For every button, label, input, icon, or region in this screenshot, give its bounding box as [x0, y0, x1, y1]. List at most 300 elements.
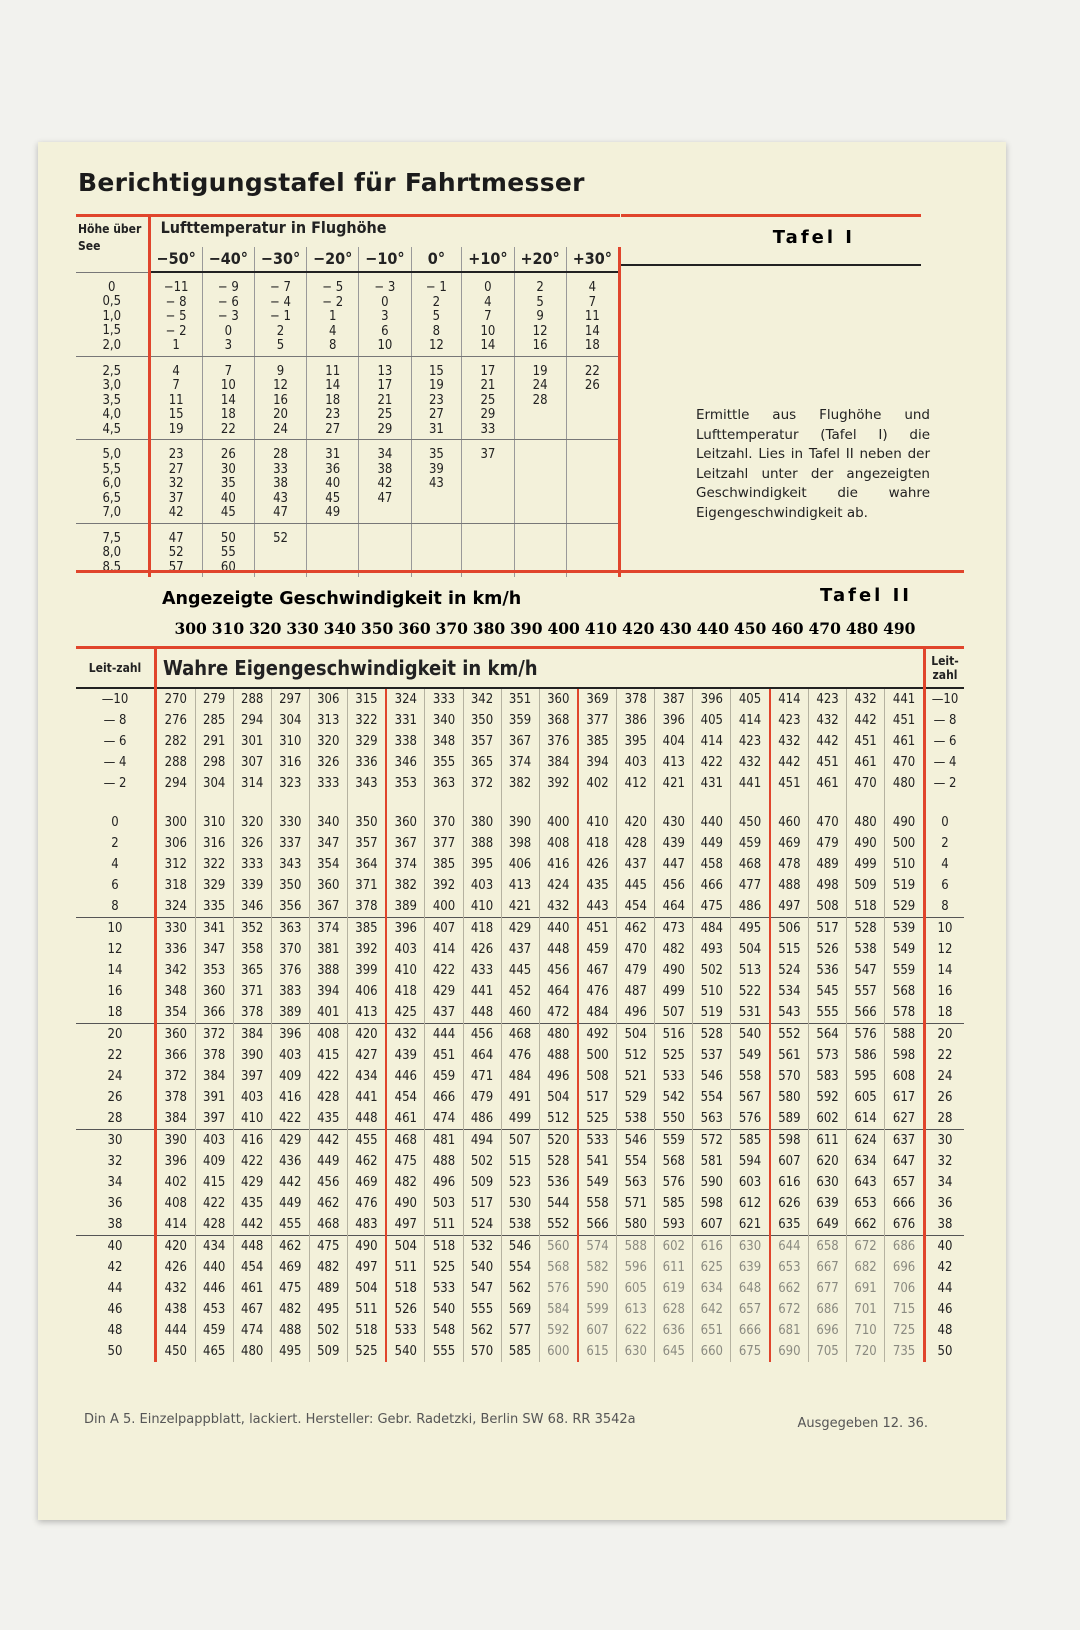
leitzahl-values: − 3 0 3 6 10 — [359, 272, 411, 356]
true-speed: 616 — [770, 1172, 809, 1193]
true-speed: 313 — [309, 710, 347, 731]
true-speed: 364 — [347, 854, 386, 875]
leitzahl: 20 — [76, 1024, 156, 1046]
table-row — [76, 1172, 964, 1193]
true-speed: 482 — [655, 939, 693, 960]
true-speed: 418 — [578, 833, 617, 854]
true-speed: 432 — [770, 731, 809, 752]
indicated-speed: 340 — [323, 619, 357, 638]
true-speed: 322 — [347, 710, 386, 731]
true-speed: 315 — [347, 688, 386, 710]
leitzahl: 32 — [76, 1151, 156, 1172]
leitzahl: 4 — [925, 854, 965, 875]
true-speed: 572 — [693, 1130, 731, 1152]
true-speed: 515 — [770, 939, 809, 960]
true-speed: 547 — [463, 1278, 501, 1299]
true-speed: 331 — [386, 710, 425, 731]
true-speed: 523 — [501, 1172, 539, 1193]
true-speed: 357 — [463, 731, 501, 752]
true-speed: 298 — [195, 752, 233, 773]
true-speed: 336 — [347, 752, 386, 773]
true-speed: 573 — [809, 1045, 847, 1066]
temperature-label: −20° — [307, 247, 359, 272]
true-speed: 465 — [195, 1341, 233, 1362]
true-speed: 530 — [501, 1193, 539, 1214]
leitzahl: 48 — [925, 1320, 965, 1341]
height-values: 5,0 5,5 6,0 6,5 7,0 — [76, 440, 149, 524]
true-speed: 499 — [501, 1108, 539, 1130]
true-speed: 441 — [892, 692, 916, 707]
true-speed: 584 — [539, 1299, 578, 1320]
true-speed: 566 — [847, 1002, 885, 1024]
true-speed: 495 — [271, 1341, 309, 1362]
true-speed: 588 — [885, 1024, 925, 1046]
true-speed: 509 — [309, 1341, 347, 1362]
true-speed: 585 — [731, 1130, 770, 1152]
true-speed: 504 — [386, 1236, 425, 1258]
true-speed: 403 — [386, 939, 425, 960]
true-speed: 672 — [847, 1236, 885, 1258]
true-speed: 616 — [693, 1236, 731, 1258]
table-row — [76, 1236, 964, 1258]
true-speed: 294 — [156, 773, 196, 794]
true-speed: 483 — [347, 1214, 386, 1236]
true-speed: 390 — [156, 1130, 196, 1152]
true-speed: 378 — [617, 688, 655, 710]
true-speed: 352 — [233, 918, 271, 940]
true-speed: 336 — [156, 939, 196, 960]
true-speed: 500 — [578, 1045, 617, 1066]
true-speed: 432 — [156, 1278, 196, 1299]
true-speed: 415 — [195, 1172, 233, 1193]
true-speed: 496 — [425, 1172, 463, 1193]
true-speed: 446 — [195, 1278, 233, 1299]
true-speed: 410 — [233, 1108, 271, 1130]
true-speed: 371 — [347, 875, 386, 896]
true-speed: 410 — [463, 896, 501, 918]
true-speed: 403 — [271, 1045, 309, 1066]
true-speed: 622 — [617, 1320, 655, 1341]
true-speed: 347 — [309, 833, 347, 854]
true-speed: 449 — [693, 833, 731, 854]
true-speed: 437 — [425, 1002, 463, 1024]
true-speed: 725 — [892, 1323, 916, 1338]
true-speed: 602 — [809, 1108, 847, 1130]
leitzahl: 38 — [76, 1214, 156, 1236]
table-row — [76, 440, 620, 524]
true-speed: 422 — [271, 1108, 309, 1130]
true-speed: 304 — [195, 773, 233, 794]
true-speed: 529 — [892, 899, 916, 914]
true-speed: 645 — [655, 1341, 693, 1362]
true-speed: 510 — [892, 857, 916, 872]
true-speed: 348 — [425, 731, 463, 752]
true-speed: 432 — [847, 688, 885, 710]
true-speed: 360 — [386, 794, 425, 833]
table-row — [76, 773, 964, 794]
true-speed: 486 — [731, 896, 770, 918]
true-speed: 306 — [156, 833, 196, 854]
true-speed: 470 — [847, 773, 885, 794]
true-speed: 509 — [463, 1172, 501, 1193]
true-speed: 511 — [425, 1214, 463, 1236]
true-speed: 451 — [425, 1045, 463, 1066]
true-speed: 441 — [731, 773, 770, 794]
true-speed: 374 — [309, 918, 347, 940]
true-speed: 519 — [693, 1002, 731, 1024]
true-speed: 360 — [309, 875, 347, 896]
leitzahl: 2 — [76, 833, 156, 854]
true-speed: 426 — [578, 854, 617, 875]
true-speed: 432 — [539, 896, 578, 918]
leitzahl-values — [359, 523, 411, 577]
true-speed: 343 — [271, 854, 309, 875]
true-speed: 482 — [271, 1299, 309, 1320]
true-speed: 407 — [425, 918, 463, 940]
true-speed: 526 — [809, 939, 847, 960]
table-row — [76, 688, 964, 710]
true-speed: 511 — [347, 1299, 386, 1320]
true-speed: 576 — [731, 1108, 770, 1130]
true-speed: 451 — [809, 752, 847, 773]
true-speed: 449 — [309, 1151, 347, 1172]
true-speed: 612 — [731, 1193, 770, 1214]
true-speed: 441 — [347, 1087, 386, 1108]
true-speed: 568 — [539, 1257, 578, 1278]
true-speed: 384 — [195, 1066, 233, 1087]
true-speed: 546 — [693, 1066, 731, 1087]
temperature-label: −40° — [202, 247, 254, 272]
true-speed: 459 — [578, 939, 617, 960]
true-speed: 566 — [578, 1214, 617, 1236]
true-speed: 493 — [693, 939, 731, 960]
leitzahl-values — [514, 440, 566, 524]
true-speed: 406 — [347, 981, 386, 1002]
true-speed: 370 — [271, 939, 309, 960]
true-speed: 405 — [731, 688, 770, 710]
true-speed: 403 — [463, 875, 501, 896]
true-speed: 365 — [463, 752, 501, 773]
true-speed: 378 — [347, 896, 386, 918]
true-speed: 389 — [271, 1002, 309, 1024]
leitzahl: — 6 — [925, 731, 965, 752]
true-speed: 437 — [617, 854, 655, 875]
true-speed: 396 — [655, 710, 693, 731]
true-speed: 396 — [156, 1151, 196, 1172]
true-speed: 377 — [578, 710, 617, 731]
true-speed: 474 — [233, 1320, 271, 1341]
leitzahl-values: 34 38 42 47 — [359, 440, 411, 524]
table-row — [76, 731, 964, 752]
true-speed: 462 — [271, 1236, 309, 1258]
true-speed: 402 — [578, 773, 617, 794]
true-speed: 672 — [770, 1299, 809, 1320]
true-speed: 490 — [347, 1236, 386, 1258]
indicated-speed: 310 — [211, 619, 245, 638]
true-speed: 467 — [233, 1299, 271, 1320]
true-speed: 540 — [463, 1257, 501, 1278]
true-speed: 440 — [693, 794, 731, 833]
true-speed: 350 — [347, 794, 386, 833]
true-speed: 436 — [271, 1151, 309, 1172]
true-speed: 528 — [847, 918, 885, 940]
tafel2-label: Tafel II — [820, 585, 912, 606]
true-speed: 557 — [847, 981, 885, 1002]
true-speed: 706 — [892, 1281, 916, 1296]
true-speed: 384 — [539, 752, 578, 773]
true-speed: 335 — [195, 896, 233, 918]
table-row — [76, 1299, 964, 1320]
true-speed: 681 — [770, 1320, 809, 1341]
height-values: 2,5 3,0 3,5 4,0 4,5 — [76, 356, 149, 440]
true-speed: 534 — [770, 981, 809, 1002]
true-speed: 607 — [578, 1320, 617, 1341]
true-speed: 454 — [233, 1257, 271, 1278]
true-speed: 304 — [271, 710, 309, 731]
leitzahl: 28 — [925, 1108, 965, 1130]
true-speed: 705 — [809, 1341, 847, 1362]
footer-right: Ausgegeben 12. 36. — [797, 1416, 928, 1431]
true-speed: 326 — [233, 833, 271, 854]
true-speed: 394 — [578, 752, 617, 773]
true-speed: 576 — [539, 1278, 578, 1299]
true-speed: 637 — [885, 1130, 925, 1152]
true-speed: 630 — [617, 1341, 655, 1362]
true-speed: 449 — [271, 1193, 309, 1214]
true-speed: 408 — [309, 1024, 347, 1046]
true-speed: 469 — [770, 833, 809, 854]
true-speed: 560 — [539, 1236, 578, 1258]
indicated-speed: 380 — [472, 619, 506, 638]
true-speed: 474 — [425, 1108, 463, 1130]
true-speed: 323 — [271, 773, 309, 794]
leitzahl: 50 — [925, 1341, 965, 1362]
indicated-speeds — [172, 619, 918, 638]
leitzahl: — 2 — [925, 773, 965, 794]
true-speed: 475 — [309, 1236, 347, 1258]
true-speed: 552 — [770, 1024, 809, 1046]
leitzahl: 24 — [925, 1066, 965, 1087]
true-speed: 643 — [847, 1172, 885, 1193]
true-speed: 617 — [892, 1090, 916, 1105]
true-speed: 538 — [501, 1214, 539, 1236]
true-speed: 383 — [271, 981, 309, 1002]
true-speed: 397 — [233, 1066, 271, 1087]
true-speed: 333 — [233, 854, 271, 875]
true-speed: 533 — [578, 1130, 617, 1152]
leitzahl: 30 — [925, 1130, 965, 1152]
true-speed: 460 — [770, 794, 809, 833]
indicated-speed: 470 — [808, 619, 841, 638]
true-speed: 408 — [539, 833, 578, 854]
leitzahl: — 8 — [925, 710, 965, 731]
true-speed: 300 — [156, 794, 196, 833]
true-speed: 594 — [731, 1151, 770, 1172]
true-speed: 495 — [309, 1299, 347, 1320]
true-speed: 316 — [195, 833, 233, 854]
true-speed: 653 — [770, 1257, 809, 1278]
leitzahl: 32 — [925, 1151, 965, 1172]
true-speed: 403 — [195, 1130, 233, 1152]
leitzahl-values: 26 30 35 40 45 — [202, 440, 254, 524]
table-row — [76, 272, 620, 356]
true-speed: 539 — [885, 918, 925, 940]
true-speed: 402 — [156, 1172, 196, 1193]
leitzahl-values: 22 26 — [566, 356, 619, 440]
true-speed: 639 — [809, 1193, 847, 1214]
true-speed: 330 — [271, 794, 309, 833]
true-speed: 603 — [731, 1172, 770, 1193]
true-speed: 396 — [693, 688, 731, 710]
true-speed: 582 — [578, 1257, 617, 1278]
table-row — [76, 1024, 964, 1046]
true-speed: 644 — [770, 1236, 809, 1258]
true-speed: 526 — [386, 1299, 425, 1320]
true-speed: 288 — [233, 688, 271, 710]
true-speed: 484 — [693, 918, 731, 940]
true-speed: 621 — [731, 1214, 770, 1236]
true-speed: 543 — [770, 1002, 809, 1024]
true-speed: 388 — [309, 960, 347, 981]
true-speed: 314 — [233, 773, 271, 794]
true-speed: 547 — [847, 960, 885, 981]
true-speed: 518 — [425, 1236, 463, 1258]
true-speed: 675 — [731, 1341, 770, 1362]
true-speed: 470 — [892, 755, 916, 770]
true-speed: 429 — [425, 981, 463, 1002]
true-speed: 592 — [809, 1087, 847, 1108]
true-speed: 470 — [809, 794, 847, 833]
true-speed: 528 — [693, 1024, 731, 1046]
true-speed: 488 — [425, 1151, 463, 1172]
tafel2-header — [76, 570, 964, 645]
leitzahl: 0 — [925, 794, 965, 833]
true-speed: 398 — [501, 833, 539, 854]
true-speed: 498 — [809, 875, 847, 896]
true-speed: 412 — [617, 773, 655, 794]
true-speed: 447 — [655, 854, 693, 875]
true-speed: 354 — [156, 1002, 196, 1024]
leitzahl: 12 — [76, 939, 156, 960]
indicated-speed: 490 — [883, 619, 916, 638]
leitzahl: — 2 — [76, 773, 156, 794]
true-speed: 542 — [655, 1087, 693, 1108]
footer-left: Din A 5. Einzelpappblatt, lackiert. Hersteller: Gebr. Radetzki, Berlin SW 68. RR 3542a — [84, 1412, 636, 1427]
true-speed: 479 — [809, 833, 847, 854]
leitzahl: 44 — [76, 1278, 156, 1299]
table-row — [76, 1108, 964, 1130]
table-row — [76, 1002, 964, 1024]
true-speed: 492 — [578, 1024, 617, 1046]
true-speed: 502 — [693, 960, 731, 981]
leitzahl-values — [566, 440, 619, 524]
true-speed: 634 — [693, 1278, 731, 1299]
true-speed: 301 — [233, 731, 271, 752]
true-speed: 324 — [156, 896, 196, 918]
leitzahl: 4 — [76, 854, 156, 875]
true-speed: 433 — [463, 960, 501, 981]
true-speed: 462 — [309, 1193, 347, 1214]
true-speed: 611 — [809, 1130, 847, 1152]
true-speed: 624 — [847, 1130, 885, 1152]
true-speed: 452 — [501, 981, 539, 1002]
true-speed: 677 — [809, 1278, 847, 1299]
true-speed: 461 — [233, 1278, 271, 1299]
true-speed: 519 — [892, 878, 916, 893]
true-speed: 413 — [501, 875, 539, 896]
true-speed: 428 — [309, 1087, 347, 1108]
leitzahl-values: 15 19 23 27 31 — [411, 356, 462, 440]
leitzahl: 22 — [925, 1045, 965, 1066]
true-speed: 420 — [617, 794, 655, 833]
true-speed: 605 — [617, 1278, 655, 1299]
true-speed: 409 — [195, 1151, 233, 1172]
indicated-speed: 420 — [622, 619, 655, 638]
leitzahl: — 6 — [76, 731, 156, 752]
true-speed: 432 — [386, 1024, 425, 1046]
leitzahl: 48 — [76, 1320, 156, 1341]
true-speed: 381 — [309, 939, 347, 960]
true-speed: 651 — [693, 1320, 731, 1341]
true-speed: 458 — [693, 854, 731, 875]
true-speed: 598 — [892, 1048, 916, 1063]
leitzahl-values: 2 5 9 12 16 — [514, 272, 566, 356]
leitzahl-values: 19 24 28 — [514, 356, 566, 440]
leitzahl: 24 — [76, 1066, 156, 1087]
leitzahl-values: 31 36 40 45 49 — [307, 440, 359, 524]
true-speed: 475 — [693, 896, 731, 918]
true-speed: 639 — [731, 1257, 770, 1278]
true-speed: 442 — [847, 710, 885, 731]
true-speed: 620 — [809, 1151, 847, 1172]
indicated-speed-label: Angezeigte Geschwindigkeit in km/h — [162, 589, 522, 609]
true-speed: 576 — [847, 1024, 885, 1046]
true-speed: 421 — [655, 773, 693, 794]
true-speed: 487 — [617, 981, 655, 1002]
true-speed: 385 — [578, 731, 617, 752]
table-row — [76, 1087, 964, 1108]
true-speed: 410 — [386, 960, 425, 981]
true-speed: 549 — [892, 942, 916, 957]
true-speed: 574 — [578, 1236, 617, 1258]
true-speed: 429 — [501, 918, 539, 940]
true-speed: 569 — [501, 1299, 539, 1320]
true-speed: 627 — [892, 1111, 916, 1126]
leitzahl: 38 — [925, 1214, 965, 1236]
true-speed: 439 — [655, 833, 693, 854]
true-speed: 589 — [770, 1108, 809, 1130]
leitzahl-values: 11 14 18 23 27 — [307, 356, 359, 440]
true-speed: 608 — [892, 1069, 916, 1084]
true-speed: 376 — [539, 731, 578, 752]
true-speed: 330 — [156, 918, 196, 940]
true-speed: 479 — [617, 960, 655, 981]
true-speed: 529 — [617, 1087, 655, 1108]
true-speed: 356 — [271, 896, 309, 918]
true-speed: 598 — [770, 1130, 809, 1152]
true-speed: 658 — [809, 1236, 847, 1258]
true-speed: 448 — [347, 1108, 386, 1130]
true-speed: 521 — [617, 1066, 655, 1087]
true-speed: 559 — [892, 963, 916, 978]
true-speed: 453 — [195, 1299, 233, 1320]
temperature-label: −30° — [254, 247, 306, 272]
tafel1-label: Tafel I — [772, 227, 855, 248]
true-speed: 400 — [539, 794, 578, 833]
true-speed: 555 — [425, 1341, 463, 1362]
leitzahl: —10 — [925, 688, 965, 710]
true-speed: 445 — [501, 960, 539, 981]
